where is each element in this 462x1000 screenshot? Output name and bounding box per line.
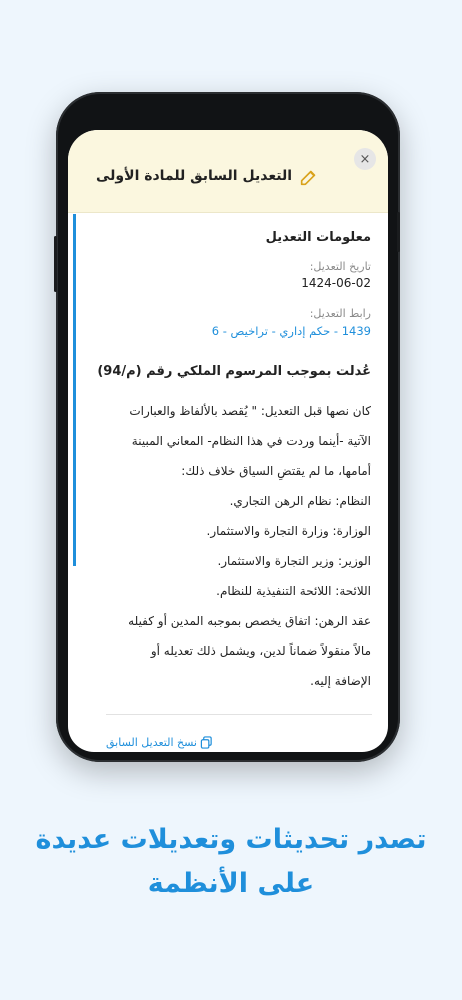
link-label: رابط التعديل:: [309, 307, 371, 320]
copy-previous-button[interactable]: [106, 736, 213, 749]
text-line: النظام: نظام الرهن التجاري.: [229, 494, 371, 508]
phone-side-button: [54, 236, 57, 292]
date-value: 1424-06-02: [301, 276, 371, 290]
modal-header: [68, 130, 388, 213]
amendment-link[interactable]: 1439 - حكم إداري - تراخيص - 6: [211, 324, 371, 338]
edit-icon: [298, 166, 320, 188]
phone-side-button: [397, 212, 400, 252]
text-line: الآتية -أينما وردت في هذا النظام- المعاني المبينة: [131, 434, 371, 448]
phone-screen: [68, 130, 388, 752]
text-line: أمامها، ما لم يقتضِ السياق خلاف ذلك:: [181, 464, 371, 478]
marketing-line-2: على الأنظمة: [147, 868, 315, 899]
marketing-caption: [0, 818, 462, 906]
copy-icon: [200, 736, 213, 749]
text-line: الإضافة إليه.: [310, 674, 371, 688]
text-line: الوزير: وزير التجارة والاستثمار.: [217, 554, 371, 568]
date-label: تاريخ التعديل:: [309, 260, 371, 273]
text-line: مالاً منقولاً ضماناً لدين، ويشمل ذلك تعديله أو: [150, 644, 371, 658]
section-title: معلومات التعديل: [265, 230, 371, 245]
marketing-line-1: تصدر تحديثات وتعديلات عديدة: [35, 824, 427, 855]
close-icon: ×: [359, 151, 371, 167]
copy-button-label: نسخ التعديل السابق: [106, 736, 197, 749]
text-line: كان نصها قبل التعديل: " يُقصد بالألفاظ والعبارات: [129, 404, 371, 418]
text-line: اللائحة: اللائحة التنفيذية للنظام.: [216, 584, 371, 598]
close-button[interactable]: [354, 148, 376, 170]
modal-title: التعديل السابق للمادة الأولى: [96, 168, 292, 184]
text-line: الوزارة: وزارة التجارة والاستثمار.: [206, 524, 371, 538]
divider: [106, 714, 372, 715]
text-line: عقد الرهن: اتفاق يخصص بموجبه المدين أو كفيله: [128, 614, 371, 628]
scroll-accent-bar: [73, 214, 76, 566]
amendment-heading: عُدلت بموجب المرسوم الملكي رقم (م/94): [97, 364, 371, 379]
